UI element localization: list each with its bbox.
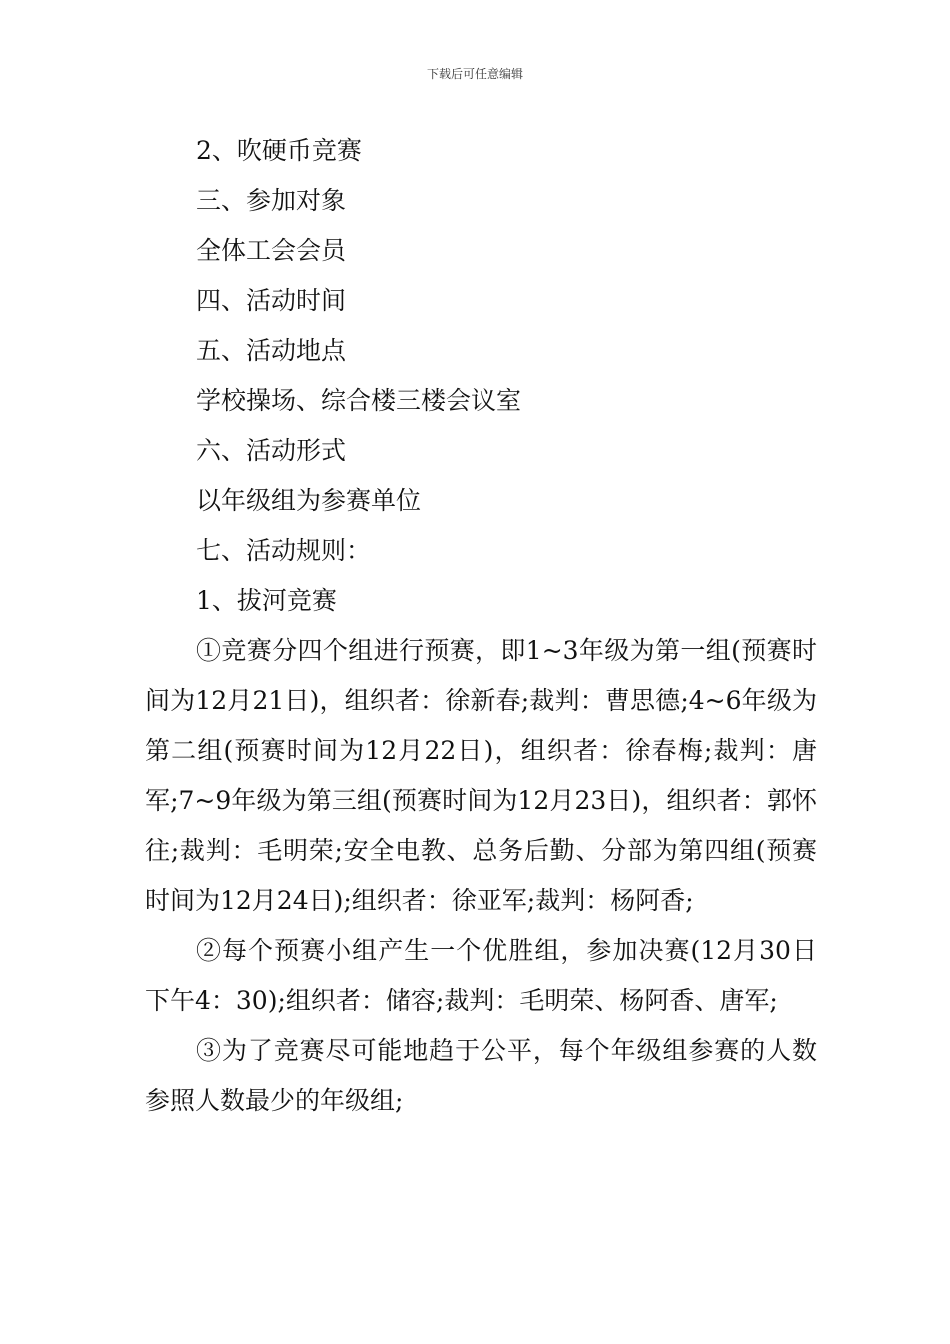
page-header-note: 下载后可任意编辑 xyxy=(426,67,523,81)
section-heading-participants: 三、参加对象 xyxy=(196,186,347,215)
section-item-coin-blowing: 2、吹硬币竞赛 xyxy=(196,136,362,165)
participants-text: 全体工会会员 xyxy=(196,236,347,265)
rule-paragraph-1: ①竞赛分四个组进行预赛，即1~3年级为第一组(预赛时间为12月21日)，组织者：徐新春;裁判：曹思德;4~6年级为第二组(预赛时间为12月22日)，组织者：徐春梅;裁判：唐军;7~9年级为第三组(预赛时间为12月23日)，组织者：郭怀往;裁判：毛明荣;安全电教、总务后勤、分部为第四组(预赛时间为12月24日);组织者：徐亚军;裁判：杨阿香; xyxy=(145,636,817,915)
section-heading-format: 六、活动形式 xyxy=(196,436,347,465)
section-heading-location: 五、活动地点 xyxy=(196,336,347,365)
document-body xyxy=(145,126,817,1126)
section-heading-rules: 七、活动规则： xyxy=(196,536,372,565)
section-heading-time: 四、活动时间 xyxy=(196,286,347,315)
format-text: 以年级组为参赛单位 xyxy=(196,486,422,515)
rule-item-tug-of-war: 1、拔河竞赛 xyxy=(196,586,337,615)
rule-paragraph-2: ②每个预赛小组产生一个优胜组，参加决赛(12月30日下午4：30);组织者：储容;裁判：毛明荣、杨阿香、唐军; xyxy=(145,936,817,1015)
location-text: 学校操场、综合楼三楼会议室 xyxy=(196,386,522,415)
rule-paragraph-3: ③为了竞赛尽可能地趋于公平，每个年级组参赛的人数参照人数最少的年级组; xyxy=(145,1036,817,1115)
